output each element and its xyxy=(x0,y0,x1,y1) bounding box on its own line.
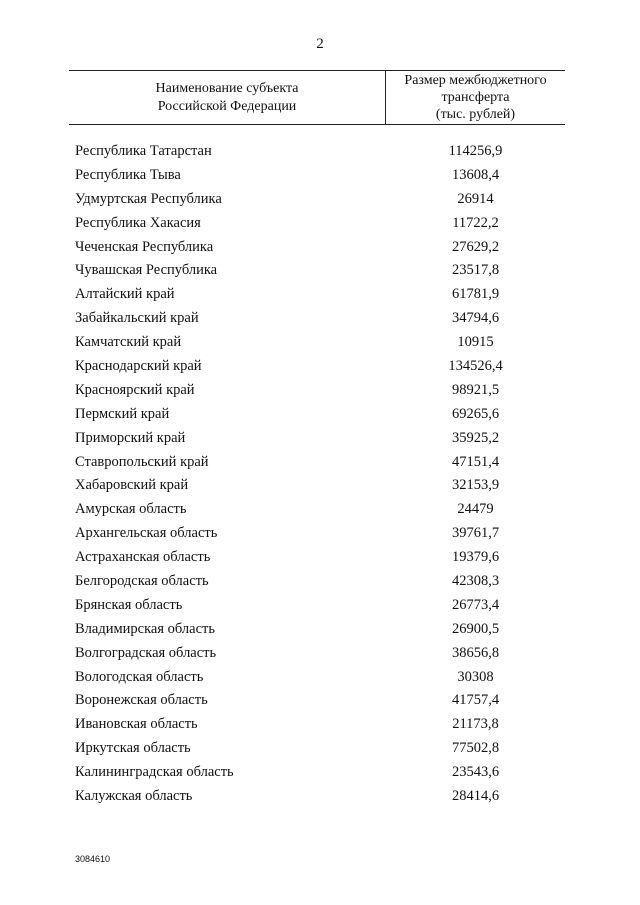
transfer-amount: 61781,9 xyxy=(451,286,500,303)
table-row xyxy=(0,426,640,450)
document-code: 3084610 xyxy=(75,854,111,864)
transfer-amount: 134526,4 xyxy=(448,358,503,375)
subject-name: Забайкальский край xyxy=(75,310,199,327)
transfer-amount: 41757,4 xyxy=(451,692,500,709)
table-row xyxy=(0,235,640,259)
transfer-amount: 35925,2 xyxy=(451,429,500,446)
transfer-amount: 114256,9 xyxy=(448,143,503,159)
table-row xyxy=(0,665,640,689)
table-row xyxy=(0,354,640,378)
table-row xyxy=(0,712,640,736)
table-row xyxy=(0,306,640,330)
transfer-amount: 98921,5 xyxy=(451,381,500,398)
transfer-amount: 34794,6 xyxy=(451,310,500,327)
table-row xyxy=(0,187,640,211)
table-row xyxy=(0,258,640,282)
subject-name: Пермский край xyxy=(75,405,170,422)
subject-name: Красноярский край xyxy=(75,381,195,398)
subject-name: Алтайский край xyxy=(75,286,175,303)
subject-name: Калужская область xyxy=(75,788,193,805)
header-subject-line-1: Наименование субъекта xyxy=(155,81,299,96)
transfer-amount: 30308 xyxy=(457,668,494,685)
transfer-amount: 13608,4 xyxy=(451,166,500,183)
subject-name: Вологодская область xyxy=(75,668,204,685)
header-amount-line-1: Размер межбюджетного xyxy=(404,73,547,88)
table-header-subject-name xyxy=(69,80,385,116)
table-row xyxy=(0,617,640,641)
subject-name: Ивановская область xyxy=(75,716,198,733)
transfer-amount: 47151,4 xyxy=(451,453,500,470)
table-body xyxy=(0,139,640,808)
subject-name: Архангельская область xyxy=(75,525,218,542)
subject-name: Воронежская область xyxy=(75,692,208,709)
table-row xyxy=(0,139,640,163)
subject-name: Приморский край xyxy=(75,429,186,446)
table-row xyxy=(0,593,640,617)
table-row xyxy=(0,497,640,521)
transfer-amount: 77502,8 xyxy=(451,740,500,757)
subject-name: Астраханская область xyxy=(75,549,211,566)
subject-name: Чувашская Республика xyxy=(75,262,218,279)
subject-name: Республика Татарстан xyxy=(75,143,212,159)
header-amount-line-3: (тыс. рублей) xyxy=(435,107,516,122)
subject-name: Калининградская область xyxy=(75,764,234,781)
subject-name: Брянская область xyxy=(75,596,183,613)
transfer-amount: 27629,2 xyxy=(451,238,500,255)
transfer-amount: 10915 xyxy=(457,334,494,351)
table-row xyxy=(0,402,640,426)
table-header-top-rule xyxy=(69,70,565,71)
header-subject-line-2: Российской Федерации xyxy=(157,99,297,114)
transfer-amount: 42308,3 xyxy=(451,573,500,590)
transfer-amount: 23517,8 xyxy=(451,262,500,279)
table-row xyxy=(0,521,640,545)
table-row xyxy=(0,784,640,808)
subject-name: Удмуртская Республика xyxy=(75,190,222,207)
subject-name: Чеченская Республика xyxy=(75,238,214,255)
transfer-amount: 24479 xyxy=(457,501,494,518)
subject-name: Ставропольский край xyxy=(75,453,209,470)
subject-name: Краснодарский край xyxy=(75,358,202,375)
transfer-amount: 39761,7 xyxy=(451,525,500,542)
table-row xyxy=(0,330,640,354)
table-row xyxy=(0,473,640,497)
table-row xyxy=(0,211,640,235)
table-row xyxy=(0,282,640,306)
subject-name: Хабаровский край xyxy=(75,477,189,494)
header-amount-line-2: трансферта xyxy=(441,90,510,105)
subject-name: Республика Хакасия xyxy=(75,214,201,231)
table-header-transfer-amount xyxy=(386,72,565,123)
transfer-amount: 26900,5 xyxy=(451,620,500,637)
subject-name: Волгоградская область xyxy=(75,644,217,661)
transfer-amount: 28414,6 xyxy=(451,788,500,805)
table-header-bottom-rule xyxy=(69,124,565,125)
transfer-amount: 11722,2 xyxy=(452,214,499,231)
transfer-amount: 26914 xyxy=(457,190,494,207)
transfer-amount: 38656,8 xyxy=(451,644,500,661)
table-row xyxy=(0,163,640,187)
subject-name: Амурская область xyxy=(75,501,187,518)
subject-name: Владимирская область xyxy=(75,620,215,637)
table-row xyxy=(0,450,640,474)
table-row xyxy=(0,760,640,784)
subject-name: Камчатский край xyxy=(75,334,182,351)
transfer-amount: 21173,8 xyxy=(452,716,499,733)
table-row xyxy=(0,378,640,402)
subject-name: Иркутская область xyxy=(75,740,191,757)
transfer-amount: 32153,9 xyxy=(451,477,500,494)
table-row xyxy=(0,736,640,760)
subject-name: Республика Тыва xyxy=(75,166,181,183)
table-row xyxy=(0,569,640,593)
table-row xyxy=(0,545,640,569)
transfer-amount: 19379,6 xyxy=(451,549,500,566)
table-row xyxy=(0,641,640,665)
page-number: 2 xyxy=(316,36,324,52)
transfer-amount: 23543,6 xyxy=(451,764,500,781)
table-row xyxy=(0,688,640,712)
transfer-amount: 69265,6 xyxy=(451,405,500,422)
subject-name: Белгородская область xyxy=(75,573,209,590)
transfer-amount: 26773,4 xyxy=(451,596,500,613)
